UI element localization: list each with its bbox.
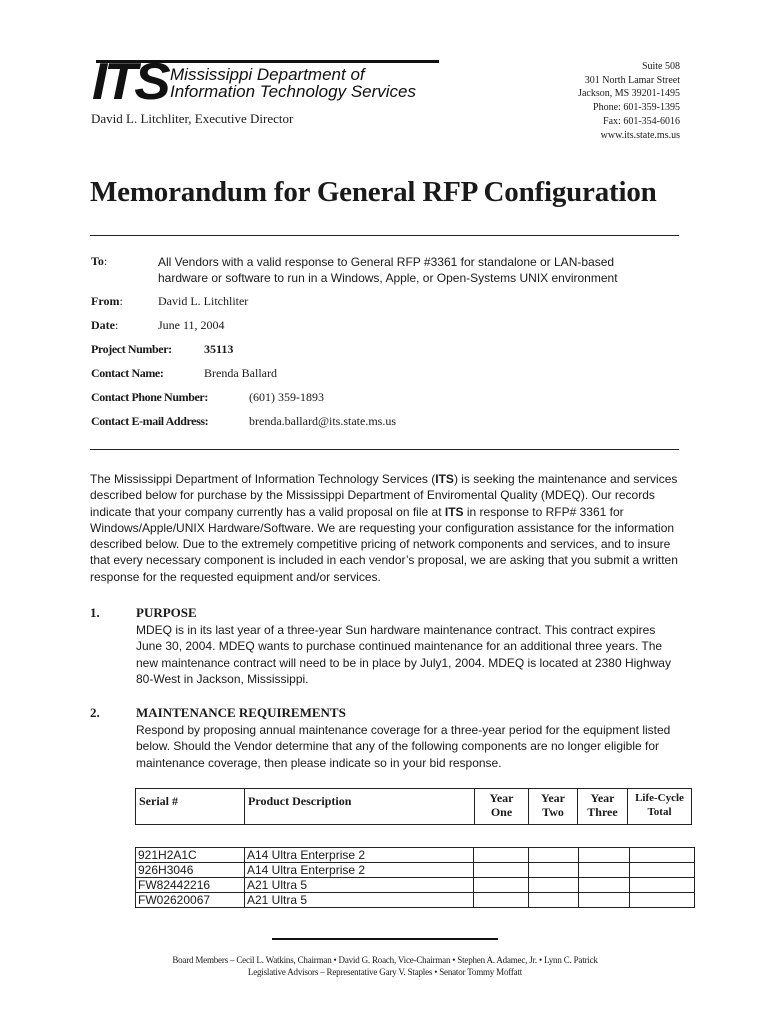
cell-serial: 921H2A1C bbox=[136, 848, 245, 863]
section-1-text: MDEQ is in its last year of a three-year Sun hardware maintenance contract. This contract expires June 30, 2004. MDEQ wants to purchase continued maintenance for an additional three years. The new maintenance contract will need to be in place by July1, 2004. MDEQ is located at 2380 Highway 80-West in Jackson, Mississippi. bbox=[136, 623, 671, 686]
cell-year-three bbox=[579, 878, 630, 893]
address-street: 301 North Lamar Street bbox=[584, 74, 680, 86]
its-abbrev-2: ITS bbox=[444, 504, 464, 519]
cell-year-one bbox=[474, 893, 529, 908]
section-2-number: 2. bbox=[90, 705, 100, 720]
address-block bbox=[578, 60, 680, 142]
cell-product: A21 Ultra 5 bbox=[245, 878, 474, 893]
cell-year-one bbox=[474, 878, 529, 893]
cell-serial: FW82442216 bbox=[136, 878, 245, 893]
cell-year-one bbox=[474, 848, 529, 863]
from-label: From: bbox=[91, 294, 123, 308]
its-abbrev-1: ITS bbox=[435, 472, 454, 486]
cell-year-two bbox=[529, 848, 579, 863]
section-2-text: Respond by proposing annual maintenance coverage for a three-year period for the equipment listed below. Should the Vendor determine that any of the following components are no longer eligible for maintenance coverage, then please indicate so in your bid response. bbox=[136, 723, 671, 770]
intro-paragraph: The Mississippi Department of Information Technology Services (ITS) is seeking the maintenance and services described below for purchase by the Mississippi Department of Enviromental Quality (MDEQ). Our records indicate that your company currently has a valid proposal on file at ITS in response to RFP# 3361 for Windows/Apple/UNIX Hardware/Software. We are requesting your configuration assistance for the information described below. Due to the extremely competitive pricing of network components and services, and to insure that every necessary component is included in each vendor’s proposal, we are asking that you submit a written response for the requested equipment and/or services. bbox=[90, 472, 678, 584]
contact-name-label: Contact Name: bbox=[91, 366, 164, 380]
org-name bbox=[170, 66, 416, 100]
date-label: Date: bbox=[91, 318, 119, 332]
col-lifecycle-total: Life-Cycle Total bbox=[628, 789, 692, 825]
col-year-three: Year Three bbox=[578, 789, 628, 825]
to-value-line-1: All Vendors with a valid response to General RFP #3361 for standalone or LAN-based bbox=[158, 255, 615, 269]
cell-lifecycle-total bbox=[630, 848, 695, 863]
address-city: Jackson, MS 39201-1495 bbox=[578, 88, 680, 100]
cell-lifecycle-total bbox=[630, 893, 695, 908]
project-number-value: 35113 bbox=[204, 342, 234, 356]
col-year-two: Year Two bbox=[529, 789, 578, 825]
board-members: Board Members – Cecil L. Watkins, Chairman • David G. Roach, Vice-Chairman • Stephen A. Adamec, Jr. • Lynn C. Patrick bbox=[172, 955, 598, 965]
cell-year-one bbox=[474, 863, 529, 878]
address-website[interactable]: www.its.state.ms.us bbox=[600, 129, 680, 141]
divider-top bbox=[90, 235, 679, 236]
contact-phone-label: Contact Phone Number: bbox=[91, 390, 208, 404]
section-1-heading: PURPOSE bbox=[136, 605, 197, 620]
cell-year-three bbox=[579, 848, 630, 863]
contact-name-value: Brenda Ballard bbox=[204, 366, 277, 380]
table-row bbox=[136, 893, 695, 908]
section-1-number: 1. bbox=[90, 605, 100, 620]
legislative-advisors: Legislative Advisors – Representative Gary V. Staples • Senator Tommy Moffatt bbox=[247, 967, 523, 977]
table-row bbox=[136, 848, 695, 863]
contact-phone-value: (601) 359-1893 bbox=[249, 390, 324, 404]
contact-email-label: Contact E-mail Address: bbox=[91, 414, 209, 428]
contact-email-value[interactable]: brenda.ballard@its.state.ms.us bbox=[249, 414, 397, 428]
executive-director: David L. Litchliter, Executive Director bbox=[91, 111, 294, 126]
footer bbox=[0, 954, 770, 978]
cell-lifecycle-total bbox=[630, 878, 695, 893]
cell-serial: FW02620067 bbox=[136, 893, 245, 908]
cell-product: A21 Ultra 5 bbox=[245, 893, 474, 908]
col-serial: Serial # bbox=[136, 789, 245, 825]
to-value-line-2: hardware or software to run in a Windows, Apple, or Open-Systems UNIX environment bbox=[158, 271, 618, 285]
cell-year-two bbox=[529, 893, 579, 908]
divider-bottom bbox=[90, 449, 679, 450]
to-value bbox=[158, 254, 618, 286]
date-value: June 11, 2004 bbox=[158, 318, 225, 332]
footer-rule bbox=[272, 938, 498, 940]
cell-year-three bbox=[579, 893, 630, 908]
cell-year-two bbox=[529, 863, 579, 878]
address-phone: Phone: 601-359-1395 bbox=[593, 102, 680, 114]
cell-product: A14 Ultra Enterprise 2 bbox=[245, 863, 474, 878]
section-2-heading: MAINTENANCE REQUIREMENTS bbox=[136, 705, 346, 720]
col-product: Product Description bbox=[245, 789, 475, 825]
table-row bbox=[136, 878, 695, 893]
pricing-table-header bbox=[135, 788, 692, 825]
cell-year-two bbox=[529, 878, 579, 893]
address-suite: Suite 508 bbox=[641, 61, 680, 72]
cell-product: A14 Ultra Enterprise 2 bbox=[245, 848, 474, 863]
cell-lifecycle-total bbox=[630, 863, 695, 878]
col-year-one: Year One bbox=[475, 789, 529, 825]
table-row bbox=[136, 863, 695, 878]
org-name-line-2: Information Technology Services bbox=[170, 82, 417, 101]
its-logo: ITS bbox=[92, 53, 168, 111]
address-fax: Fax: 601-354-6016 bbox=[603, 115, 680, 127]
pricing-table bbox=[135, 847, 695, 908]
project-number-label: Project Number: bbox=[91, 342, 172, 356]
org-name-line-1: Mississippi Department of bbox=[170, 65, 365, 84]
to-label: To: bbox=[91, 254, 108, 268]
page-title: Memorandum for General RFP Configuration bbox=[90, 176, 657, 208]
cell-year-three bbox=[579, 863, 630, 878]
cell-serial: 926H3046 bbox=[136, 863, 245, 878]
from-value: David L. Litchliter bbox=[158, 294, 249, 308]
